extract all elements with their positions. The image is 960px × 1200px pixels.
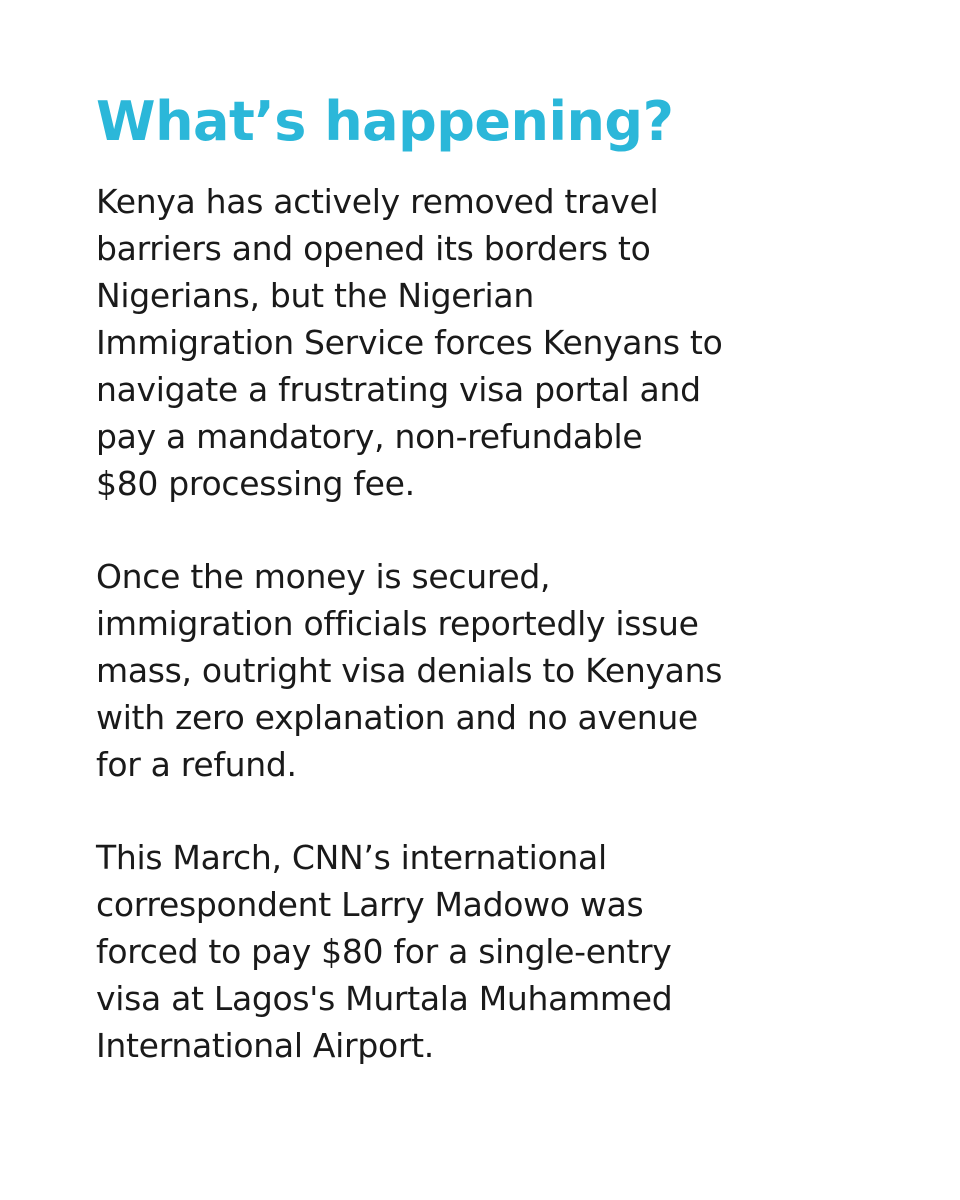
paragraph-line: Once the money is secured, <box>96 557 551 596</box>
paragraph-line: mass, outright visa denials to Kenyans <box>96 651 723 690</box>
paragraph-line: forced to pay $80 for a single-entry <box>96 932 672 971</box>
paragraph-1 <box>96 178 896 507</box>
paragraph-line: visa at Lagos's Murtala Muhammed <box>96 979 673 1018</box>
paragraph-line: correspondent Larry Madowo was <box>96 885 644 924</box>
page-title: What’s happening? <box>96 90 674 153</box>
paragraph-line: for a refund. <box>96 745 297 784</box>
paragraph-line: immigration officials reportedly issue <box>96 604 699 643</box>
paragraph-line: pay a mandatory, non-refundable <box>96 417 643 456</box>
paragraph-line: This March, CNN’s international <box>96 838 607 877</box>
paragraph-line: with zero explanation and no avenue <box>96 698 698 737</box>
paragraph-2 <box>96 553 896 788</box>
paragraph-line: International Airport. <box>96 1026 434 1065</box>
paragraph-line: Immigration Service forces Kenyans to <box>96 323 723 362</box>
paragraph-line: Nigerians, but the Nigerian <box>96 276 534 315</box>
content-card <box>96 86 896 1115</box>
paragraph-3 <box>96 834 896 1069</box>
paragraph-line: $80 processing fee. <box>96 464 415 503</box>
paragraph-line: Kenya has actively removed travel <box>96 182 659 221</box>
paragraph-line: barriers and opened its borders to <box>96 229 651 268</box>
paragraph-line: navigate a frustrating visa portal and <box>96 370 701 409</box>
